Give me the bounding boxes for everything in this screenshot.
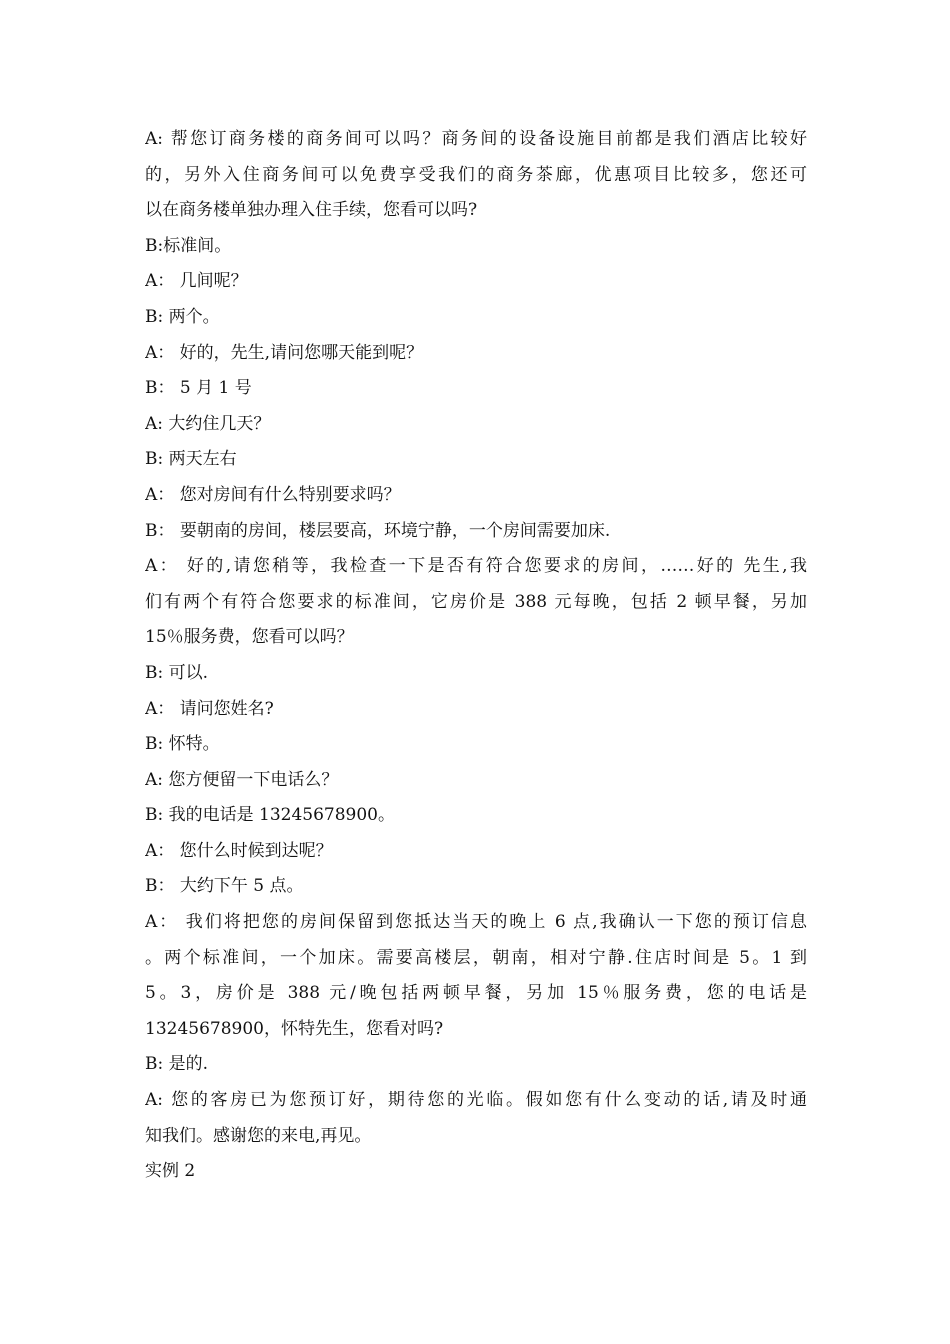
text-line: A： 好的，先生,请问您哪天能到呢？ — [145, 342, 424, 363]
text-line: B: 两天左右 — [145, 449, 237, 470]
text-line: A： 我们将把您的房间保留到您抵达当天的晚上 6 点,我确认一下您的预订信息 — [145, 912, 807, 933]
text-line: A： 好的,请您稍等，我检查一下是否有符合您要求的房间，……好的 先生,我 — [145, 556, 807, 577]
text-line: B:标准间。 — [145, 235, 232, 256]
text-line: B： 要朝南的房间，楼层要高，环境宁静，一个房间需要加床. — [145, 520, 611, 541]
text-line: A： 几间呢？ — [145, 271, 248, 292]
text-line: B: 怀特。 — [145, 734, 220, 755]
text-line: 们有两个有符合您要求的标准间，它房价是 388 元每晚，包括 2 顿早餐，另加 — [145, 591, 807, 612]
text-line: B： 5 月 1 号 — [145, 378, 252, 399]
text-line: A: 帮您订商务楼的商务间可以吗？商务间的设备设施目前都是我们酒店比较好 — [145, 129, 807, 149]
text-line: B： 大约下午 5 点。 — [145, 876, 304, 897]
dialogue-text — [145, 122, 807, 1190]
text-line: 。两个标准间，一个加床。需要高楼层，朝南，相对宁静.住店时间是 5。1 到 — [145, 947, 807, 968]
text-line: 15％服务费，您看可以吗？ — [145, 627, 354, 648]
text-line: B: 我的电话是 13245678900。 — [145, 805, 396, 826]
text-line: A： 请问您姓名? — [145, 698, 274, 719]
text-line: 5。3，房价是 388 元/晚包括两顿早餐，另加 15％服务费，您的电话是 — [145, 983, 807, 1004]
text-line: 知我们。感谢您的来电,再见。 — [145, 1125, 372, 1146]
text-line: 的，另外入住商务间可以免费享受我们的商务茶廊，优惠项目比较多，您还可 — [145, 164, 807, 185]
text-line: B: 两个。 — [145, 306, 220, 327]
text-line: A： 您对房间有什么特别要求吗？ — [145, 484, 401, 505]
section-heading: 实例 2 — [145, 1161, 196, 1182]
text-line: A: 大约住几天？ — [145, 413, 271, 434]
text-line: B: 可以. — [145, 662, 209, 683]
text-line: B: 是的. — [145, 1054, 209, 1075]
text-line: 以在商务楼单独办理入住手续，您看可以吗? — [145, 200, 478, 221]
text-line: A: 您的客房已为您预订好，期待您的光临。假如您有什么变动的话,请及时通 — [145, 1090, 807, 1111]
text-line: A: 您方便留一下电话么？ — [145, 769, 339, 790]
text-line: A： 您什么时候到达呢？ — [145, 840, 333, 861]
text-line: 13245678900，怀特先生，您看对吗? — [145, 1018, 444, 1039]
